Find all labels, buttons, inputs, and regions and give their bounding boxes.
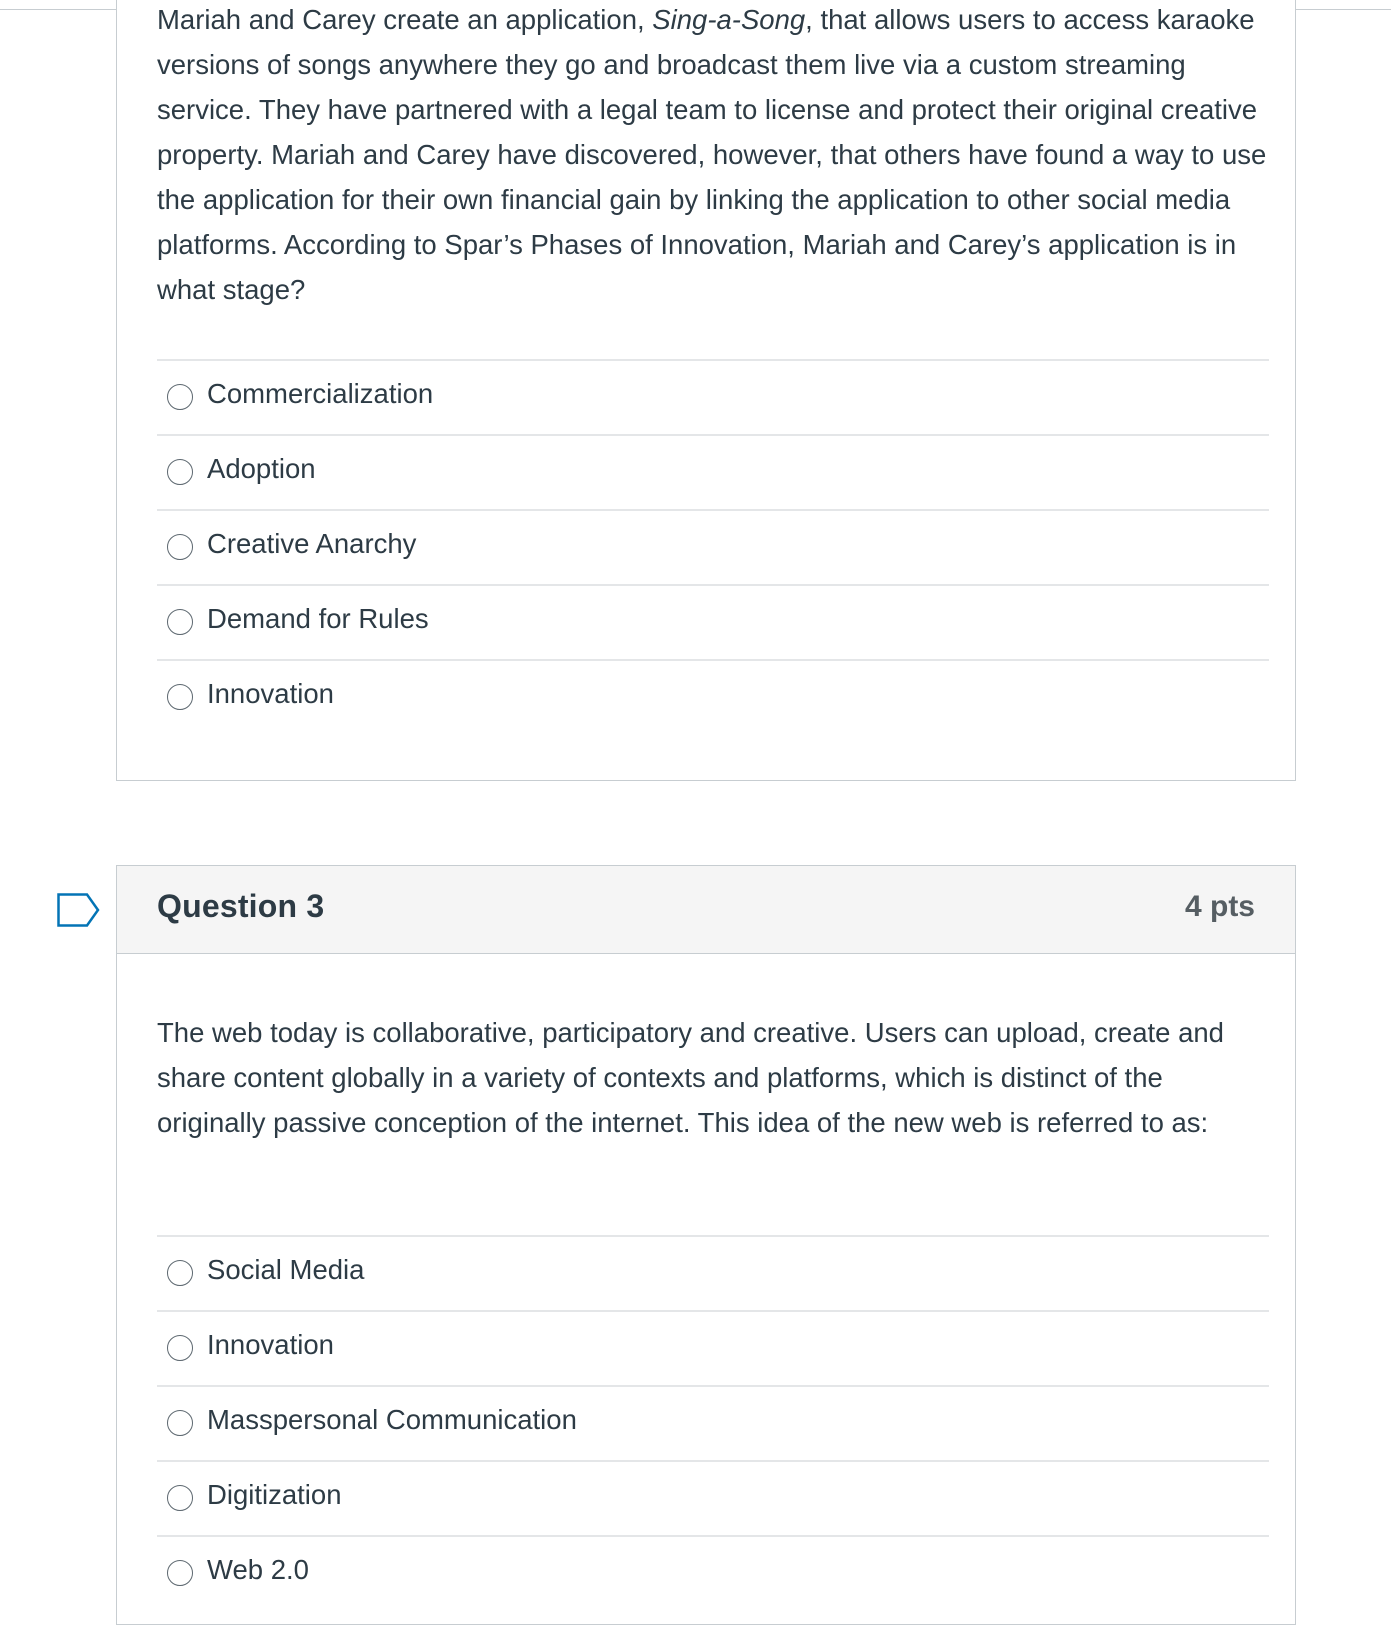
answer-label[interactable]: Commercialization	[207, 378, 434, 409]
answer-option[interactable]	[157, 1535, 1269, 1610]
radio-button[interactable]	[167, 1260, 193, 1286]
question-3-text: The web today is collaborative, participatory and creative. Users can upload, create and share content globally in a variety of contexts and platforms, which is distinct of the originally passive conception of the internet. This idea of the new web is referred to as:	[157, 1017, 1224, 1138]
answer-option[interactable]	[157, 359, 1269, 434]
answer-option[interactable]	[157, 1235, 1269, 1310]
answer-option[interactable]	[157, 659, 1269, 734]
question-title: Question 3	[157, 888, 325, 924]
answer-label[interactable]: Digitization	[207, 1479, 342, 1510]
answer-option[interactable]	[157, 1460, 1269, 1535]
question-2-card	[116, 0, 1296, 781]
radio-button[interactable]	[167, 1485, 193, 1511]
radio-button[interactable]	[167, 684, 193, 710]
answer-option[interactable]	[157, 434, 1269, 509]
answer-label[interactable]: Creative Anarchy	[207, 528, 417, 559]
answer-option[interactable]	[157, 584, 1269, 659]
radio-button[interactable]	[167, 384, 193, 410]
answer-label[interactable]: Web 2.0	[207, 1554, 309, 1585]
flag-question-icon[interactable]	[57, 893, 101, 927]
answer-label[interactable]: Adoption	[207, 453, 316, 484]
question-2-text-part-1: Mariah and Carey create an application,	[157, 4, 653, 35]
answer-label[interactable]: Innovation	[207, 678, 334, 709]
radio-button[interactable]	[167, 1560, 193, 1586]
radio-button[interactable]	[167, 534, 193, 560]
answer-option[interactable]	[157, 509, 1269, 584]
app-title: Sing-a-Song	[652, 4, 806, 35]
question-3-answers	[157, 1235, 1269, 1610]
question-2-text	[157, 0, 1267, 312]
question-3-card	[116, 865, 1296, 1625]
answer-option[interactable]	[157, 1310, 1269, 1385]
radio-button[interactable]	[167, 1410, 193, 1436]
radio-button[interactable]	[167, 1335, 193, 1361]
question-3-header	[117, 866, 1295, 954]
radio-button[interactable]	[167, 609, 193, 635]
question-points: 4 pts	[1184, 890, 1255, 923]
question-2-text-part-2: , that allows users to access karaoke versions of songs anywhere they go and broadcast them live via a custom streaming service. They have partnered with a legal team to license and protect their original creative property. Mariah and Carey have discovered, however, that others have found a way to use the application for their own financial gain by linking the application to other social media platforms. According to Spar’s Phases of Innovation, Mariah and Carey’s application is in what stage?	[157, 4, 1267, 305]
question-2-answers	[157, 359, 1269, 734]
answer-label[interactable]: Social Media	[207, 1254, 365, 1285]
answer-label[interactable]: Innovation	[207, 1329, 334, 1360]
answer-label[interactable]: Masspersonal Communication	[207, 1404, 577, 1435]
answer-option[interactable]	[157, 1385, 1269, 1460]
answer-label[interactable]: Demand for Rules	[207, 603, 429, 634]
radio-button[interactable]	[167, 459, 193, 485]
